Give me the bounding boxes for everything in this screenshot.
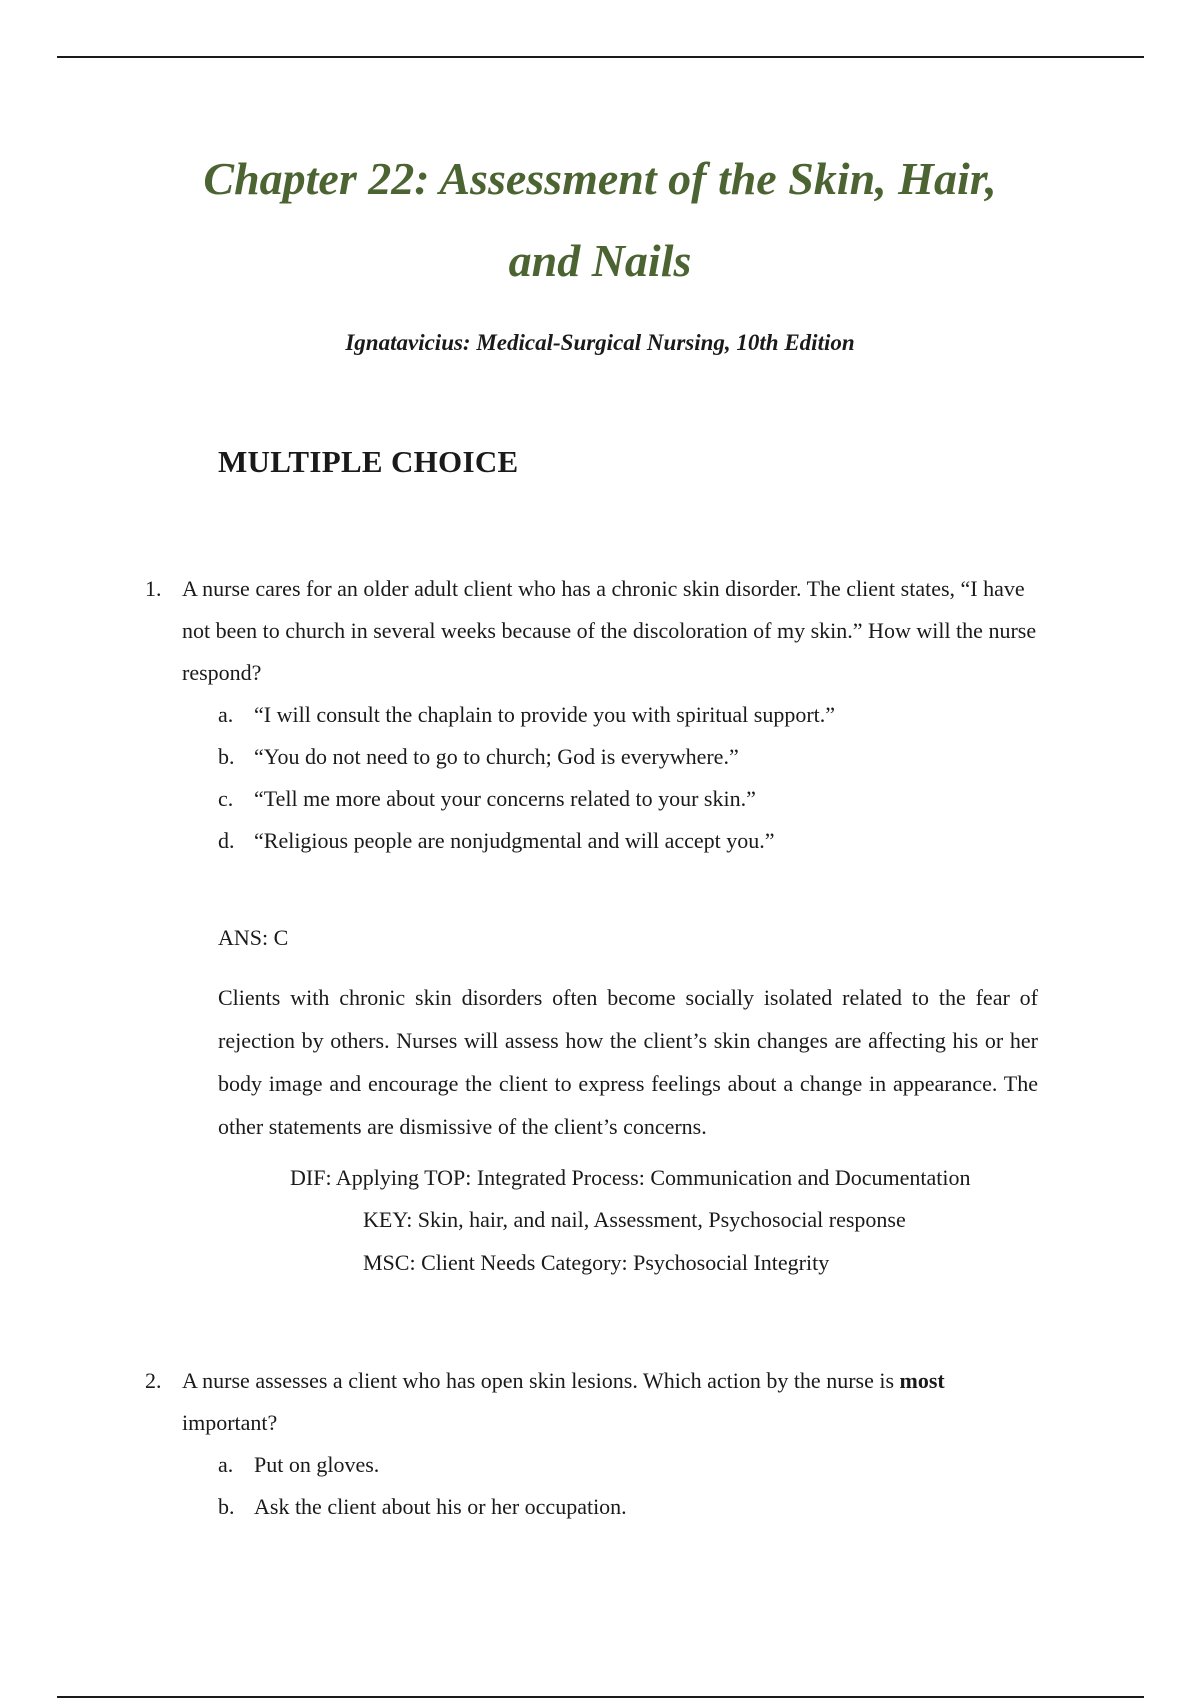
- stem-emphasis: most: [899, 1368, 945, 1393]
- client-needs-category: MSC: Client Needs Category: Psychosocial Integrity: [363, 1250, 830, 1275]
- difficulty-topic: DIF: Applying TOP: Integrated Process: Communication and Documentation: [290, 1165, 971, 1190]
- option-b: [218, 1486, 1045, 1528]
- option-text: “Tell me more about your concerns related to your skin.”: [254, 786, 756, 811]
- question-stem: [182, 1360, 1042, 1444]
- option-text: “You do not need to go to church; God is everywhere.”: [254, 744, 739, 769]
- option-c: [218, 778, 1045, 820]
- question-2: [145, 1360, 1045, 1528]
- stem-text-before: A nurse assesses a client who has open skin lesions. Which action by the nurse is: [182, 1368, 900, 1393]
- option-letter: b.: [218, 744, 235, 769]
- question-stem: A nurse cares for an older adult client who has a chronic skin disorder. The client states, “I have not been to church in several weeks because of the discoloration of my skin.” How will the nurse respond?: [182, 576, 1037, 685]
- question-number: 2.: [145, 1368, 162, 1393]
- header-rule: [57, 56, 1144, 58]
- rationale: Clients with chronic skin disorders often become socially isolated related to the fear of rejection by others. Nurses will assess how the client’s skin changes are affecting his or her body image and encourage the client to express feelings about a change in appearance. The other statements are dismissive of the client’s concerns.: [218, 985, 1038, 1139]
- option-a: [218, 1444, 1045, 1486]
- option-b: [218, 736, 1045, 778]
- answer-options: [145, 694, 1045, 862]
- question-1: [145, 568, 1045, 862]
- option-a: [218, 694, 1045, 736]
- key-concepts: KEY: Skin, hair, and nail, Assessment, Psychosocial response: [363, 1207, 906, 1232]
- section-heading: MULTIPLE CHOICE: [218, 444, 519, 479]
- option-text: Put on gloves.: [254, 1452, 380, 1477]
- chapter-title: [0, 138, 1200, 302]
- option-letter: b.: [218, 1494, 235, 1519]
- chapter-title-line-1: Chapter 22: Assessment of the Skin, Hair,: [203, 153, 997, 204]
- chapter-title-line-2: and Nails: [508, 235, 692, 286]
- option-letter: d.: [218, 828, 235, 853]
- book-subtitle: Ignatavicius: Medical-Surgical Nursing, 10th Edition: [345, 330, 855, 355]
- option-text: “Religious people are nonjudgmental and will accept you.”: [254, 828, 775, 853]
- option-letter: c.: [218, 786, 234, 811]
- option-d: [218, 820, 1045, 862]
- answer-key: ANS: C: [218, 925, 289, 950]
- question-number: 1.: [145, 576, 162, 601]
- option-letter: a.: [218, 702, 234, 727]
- stem-text-after: important?: [182, 1410, 278, 1435]
- option-text: Ask the client about his or her occupation.: [254, 1494, 627, 1519]
- option-letter: a.: [218, 1452, 234, 1477]
- answer-options: [145, 1444, 1045, 1528]
- option-text: “I will consult the chaplain to provide you with spiritual support.”: [254, 702, 836, 727]
- footer-rule: [57, 1696, 1144, 1698]
